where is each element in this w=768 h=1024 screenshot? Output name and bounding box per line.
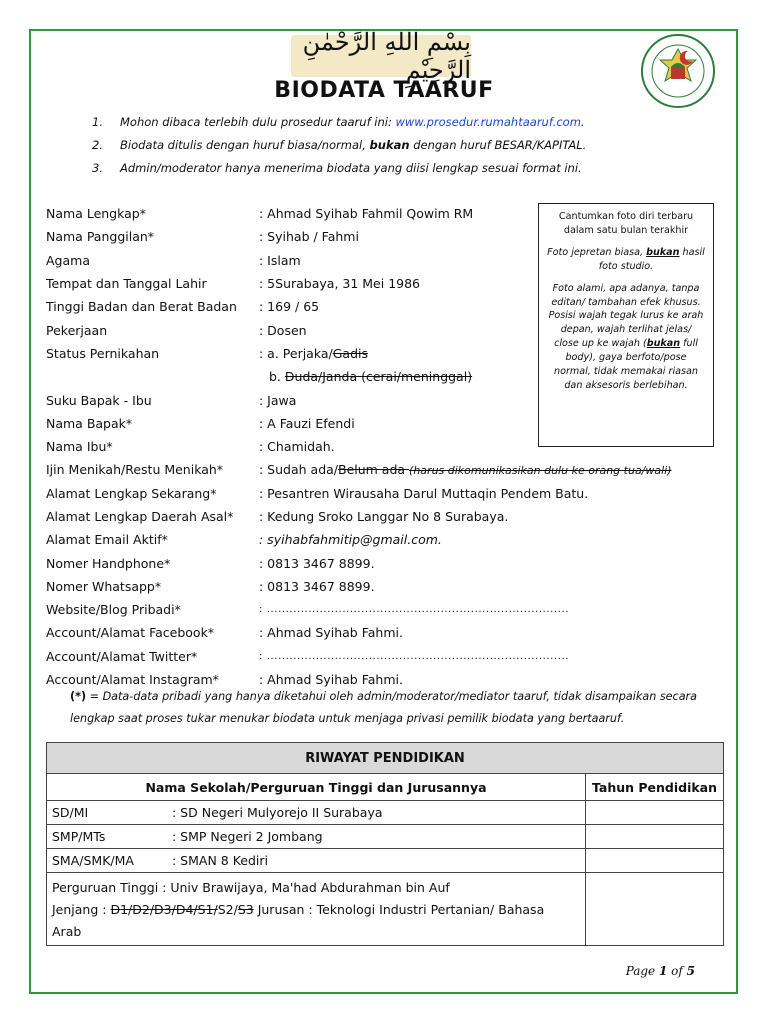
education-table-title: RIWAYAT PENDIDIKAN xyxy=(47,743,724,774)
instruction-item: 3. Admin/moderator hanya menerima biodata yang diisi lengkap sesuai format ini. xyxy=(92,161,582,175)
column-header-school: Nama Sekolah/Perguruan Tinggi dan Jurusannya xyxy=(47,774,586,801)
table-row: SMA/SMK/MA : SMAN 8 Kediri xyxy=(47,849,724,873)
field-whatsapp: Nomer Whatsapp* : 0813 3467 8899. xyxy=(46,578,375,594)
field-alamat-sekarang: Alamat Lengkap Sekarang* : Pesantren Wirausaha Darul Muttaqin Pendem Batu. xyxy=(46,485,589,501)
field-website: Website/Blog Pribadi* : ................................................................................ xyxy=(46,602,570,618)
field-handphone: Nomer Handphone* : 0813 3467 8899. xyxy=(46,555,375,571)
document-title: BIODATA TAARUF xyxy=(274,78,494,103)
education-table xyxy=(46,742,724,946)
field-ibu: Nama Ibu* : Chamidah. xyxy=(46,439,335,455)
photo-placeholder-box: Cantumkan foto diri terbaru dalam satu bulan terakhir Foto jepretan biasa, bukan hasil foto studio. Foto alami, apa adanya, tanpa editan/ tambahan efek khusus. Posisi wajah tegak lurus ke arah depan, wajah terlihat jelas/ close up ke wajah (bukan full body), gaya berfoto/pose normal, tidak memakai riasan dan aksesoris berlebihan. xyxy=(538,203,714,447)
field-twitter: Account/Alamat Twitter* : ................................................................................ xyxy=(46,648,570,664)
field-status-b: b. Duda/Janda (cerai/meninggal) xyxy=(269,369,473,385)
field-pekerjaan: Pekerjaan : Dosen xyxy=(46,322,307,338)
field-tinggi-berat: Tinggi Badan dan Berat Badan : 169 / 65 xyxy=(46,299,320,315)
table-row: SD/MI : SD Negeri Mulyorejo II Surabaya xyxy=(47,801,724,825)
field-nama-lengkap: Nama Lengkap* : Ahmad Syihab Fahmil Qowim RM xyxy=(46,206,474,222)
field-ijin: Ijin Menikah/Restu Menikah* : Sudah ada/Belum ada (harus dikomunikasikan dulu ke orang tua/wali) xyxy=(46,462,672,478)
field-status: Status Pernikahan : a. Perjaka/Gadis xyxy=(46,345,369,361)
field-nama-panggilan: Nama Panggilan* : Syihab / Fahmi xyxy=(46,229,359,245)
field-bapak: Nama Bapak* : A Fauzi Efendi xyxy=(46,415,355,431)
instructions-list xyxy=(92,115,586,184)
procedure-link[interactable]: www.prosedur.rumahtaaruf.com xyxy=(395,115,581,129)
field-agama: Agama : Islam xyxy=(46,252,301,268)
field-suku: Suku Bapak - Ibu : Jawa xyxy=(46,392,297,408)
table-row: Perguruan Tinggi : Univ Brawijaya, Ma'had Abdurahman bin Auf Jenjang : D1/D2/D3/D4/S1/S2/S3 Jurusan : Teknologi Industri Pertanian/ Bahasa Arab xyxy=(47,873,724,946)
instruction-item: 1. Mohon dibaca terlebih dulu prosedur taaruf ini: www.prosedur.rumahtaaruf.com. xyxy=(92,115,585,129)
field-instagram: Account/Alamat Instagram* : Ahmad Syihab Fahmi. xyxy=(46,672,403,688)
instruction-item: 2. Biodata ditulis dengan huruf biasa/normal, bukan dengan huruf BESAR/KAPITAL. xyxy=(92,138,587,152)
table-row: SMP/MTs : SMP Negeri 2 Jombang xyxy=(47,825,724,849)
page-number: Page 1 of 5 xyxy=(625,964,695,978)
field-facebook: Account/Alamat Facebook* : Ahmad Syihab Fahmi. xyxy=(46,625,403,641)
basmalah-calligraphy: بِسْمِ اللهِ الرَّحْمٰنِ الرَّحِيْمِ xyxy=(291,35,471,77)
field-alamat-asal: Alamat Lengkap Daerah Asal* : Kedung Sroko Langgar No 8 Surabaya. xyxy=(46,509,509,524)
field-email: Alamat Email Aktif* : syihabfahmitip@gmail.com. xyxy=(46,532,442,548)
column-header-year: Tahun Pendidikan xyxy=(586,774,724,801)
field-ttl: Tempat dan Tanggal Lahir : 5Surabaya, 31 Mei 1986 xyxy=(46,276,421,292)
footnote: (*) = Data-data pribadi yang hanya diketahui oleh admin/moderator/mediator taaruf, tidak disampaikan secara lengkap saat proses tukar menukar biodata untuk menjaga privasi pemilik biodata yang bertaaruf. xyxy=(70,690,698,725)
